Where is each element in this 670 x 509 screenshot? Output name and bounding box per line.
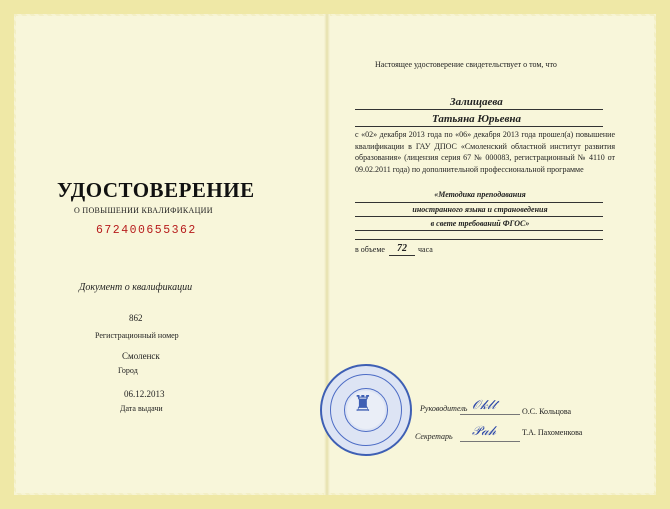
training-description: с «02» декабря 2013 года по «06» декабря 2013 года прошел(а) повышение квалификации в ГАУ ДПОС «Смоленский областной институт развития образования» (лицензия серия 67 № 000083, регистрационный № 4110 от 09.02.2011 года) по дополнительной профессиональной программе [355, 130, 615, 174]
registration-label: Регистрационный номер [95, 331, 179, 340]
program-underline-2 [355, 216, 603, 217]
recipient-name: Татьяна Юрьевна [432, 113, 521, 125]
document-type: Документ о квалификации [79, 282, 193, 293]
issue-city: Смоленск [122, 351, 160, 361]
registration-number: 862 [129, 313, 143, 323]
program-underline-4 [355, 239, 603, 240]
signature-head-icon: 𝒪𝓀𝓁𝓉 [472, 398, 496, 413]
signature-secretary-icon: 𝒫𝒶𝒽 [472, 424, 496, 439]
date-label: Дата выдачи [120, 404, 163, 413]
secretary-name: Т.А. Пахоменкова [522, 428, 583, 437]
program-underline-3 [355, 230, 603, 231]
hours-underline [389, 255, 415, 256]
city-label: Город [118, 366, 138, 375]
program-underline-1 [355, 202, 603, 203]
name-underline [355, 126, 603, 127]
program-line-3: в свете требований ФГОС» [430, 219, 530, 228]
certificate-number: 672400655362 [96, 224, 197, 237]
head-name: О.С. Кольцова [522, 407, 572, 416]
program-line-1: «Методика преподавания [434, 190, 526, 199]
volume-prefix: в объеме [355, 245, 385, 254]
secretary-label: Секретарь [415, 432, 453, 441]
program-line-2: иностранного языка и страноведения [412, 205, 548, 214]
surname-underline [355, 109, 603, 110]
head-label: Руководитель [420, 404, 468, 413]
certificate-subtitle: О ПОВЫШЕНИИ КВАЛИФИКАЦИИ [74, 206, 213, 215]
certificate-title: УДОСТОВЕРЕНИЕ [57, 178, 255, 202]
secretary-signature-line [460, 441, 520, 442]
issue-date: 06.12.2013 [124, 389, 165, 399]
recipient-surname: Залищаева [450, 96, 503, 108]
intro-text: Настоящее удостоверение свидетельствует о том, что [375, 60, 557, 69]
volume-suffix: часа [418, 245, 433, 254]
head-signature-line [460, 414, 520, 415]
seal-emblem-icon: ♜ [320, 364, 412, 456]
volume-hours: 72 [397, 243, 407, 254]
